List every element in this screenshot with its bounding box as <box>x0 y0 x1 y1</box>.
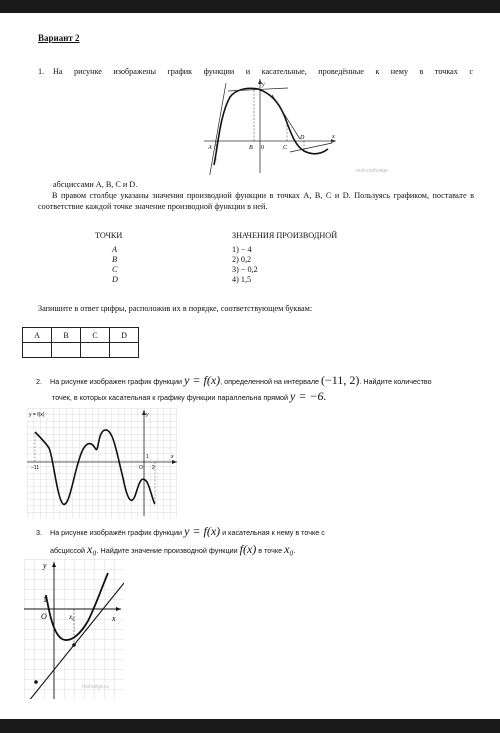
task3-formula1: y = f(x) <box>184 524 221 538</box>
task3-formula4: x₀ <box>284 542 294 556</box>
task3-text <box>36 523 476 559</box>
graph2-label-x: x <box>171 454 174 460</box>
document-page <box>0 13 500 719</box>
task3-text6: . <box>293 546 296 555</box>
graph3-label-x0: x₀ <box>69 613 75 621</box>
graph1-label-zero: 0 <box>261 145 264 151</box>
task2-text <box>36 373 476 405</box>
point-c: C <box>112 265 118 274</box>
tangent-point <box>72 643 76 647</box>
task3-formula3: f(x) <box>239 542 257 556</box>
answer-header-a: A <box>23 328 52 343</box>
function-curve <box>214 88 328 165</box>
task2-text4: точек, в которых касательная к графику функции параллельна прямой <box>51 393 289 402</box>
task3-number: 3. <box>36 528 42 537</box>
point-d: D <box>112 275 118 284</box>
graph2-label-minus11: −11 <box>31 465 40 471</box>
graph1-label-b: B <box>249 145 253 151</box>
tangent-point-lower <box>34 680 38 684</box>
value-4: 4) 1,5 <box>232 275 252 284</box>
graph2-label-two: 2 <box>152 465 155 471</box>
values-list <box>232 245 258 285</box>
task3-text2: и касательная к нему в точке с <box>222 528 325 537</box>
value-3: 3) − 0,2 <box>232 265 258 274</box>
task1-instruction: Запишите в ответ цифры, расположив их в порядке, соответствующем буквам: <box>38 304 313 313</box>
task3-text3: абсциссой <box>49 546 86 555</box>
graph3-label-one: 1 <box>43 595 47 604</box>
task1-abscissas: абсциссами A, B, C и D. <box>53 180 138 189</box>
task3-text4: . Найдите значение производной функции <box>96 546 238 555</box>
task2-formula3: y = −6. <box>290 389 327 403</box>
value-1: 1) − 4 <box>232 245 252 254</box>
points-header: ТОЧКИ <box>95 231 123 240</box>
answer-header-b: B <box>52 328 81 343</box>
tangent-c <box>272 95 300 139</box>
graph2-label-fx: y = f(x) <box>29 412 45 418</box>
task2-graph <box>27 408 177 518</box>
graph2-label-one: 1 <box>146 454 149 460</box>
graph3-label-o: O <box>41 612 47 621</box>
graph1-label-c: C <box>283 145 288 151</box>
graph1-label-d: D <box>300 135 305 141</box>
task2-number: 2. <box>36 377 42 386</box>
task2-formula2: (−11, 2) <box>321 373 360 387</box>
graph2-label-o: O <box>139 465 143 471</box>
point-a: A <box>112 245 118 254</box>
task3-formula2: x₀ <box>87 542 97 556</box>
answer-cell-c[interactable] <box>81 343 110 358</box>
task2-formula1: y = f(x) <box>184 373 221 387</box>
task3-watermark: reshuege.ru <box>82 684 109 690</box>
tangent-a <box>208 83 226 175</box>
task1-intro: На рисунке изображены график функции и касательные, проведённые к нему в точках с <box>53 67 473 76</box>
task3-text1: На рисунке изображён график функции <box>50 528 183 537</box>
answer-cell-a[interactable] <box>23 343 52 358</box>
values-header: ЗНАЧЕНИЯ ПРОИЗВОДНОЙ <box>232 231 338 240</box>
task3-graph <box>24 559 124 699</box>
task2-text1: На рисунке изображен график функции <box>50 377 183 386</box>
task3-text5: в точке <box>258 546 283 555</box>
points-list <box>112 245 118 285</box>
graph1-label-a: A <box>208 145 212 151</box>
answer-header-d: D <box>110 328 139 343</box>
answer-table <box>22 327 139 358</box>
task1-watermark: resh.reshuege <box>356 168 388 174</box>
task2-text3: . Найдите количество <box>359 377 432 386</box>
answer-cell-b[interactable] <box>52 343 81 358</box>
answer-cell-d[interactable] <box>110 343 139 358</box>
task2-text2: , определенной на интервале <box>220 377 320 386</box>
graph3-label-y: y <box>43 561 47 570</box>
task1-number: 1. <box>38 67 45 76</box>
task1-body: В правом столбце указаны значения производной функции в точках A, B, C и D. Пользуясь графиком, поставьте в соответствие каждой точке значение производной функции в ней. <box>38 191 474 211</box>
answer-header-c: C <box>81 328 110 343</box>
graph1-label-x: x <box>332 134 335 140</box>
graph1-label-y: y <box>262 82 265 88</box>
point-b: B <box>112 255 118 264</box>
graph3-label-x: x <box>112 614 116 623</box>
value-2: 2) 0,2 <box>232 255 252 264</box>
graph2-label-y: y <box>146 412 149 418</box>
task1-graph <box>200 75 340 175</box>
variant-title: Вариант 2 <box>38 33 80 43</box>
